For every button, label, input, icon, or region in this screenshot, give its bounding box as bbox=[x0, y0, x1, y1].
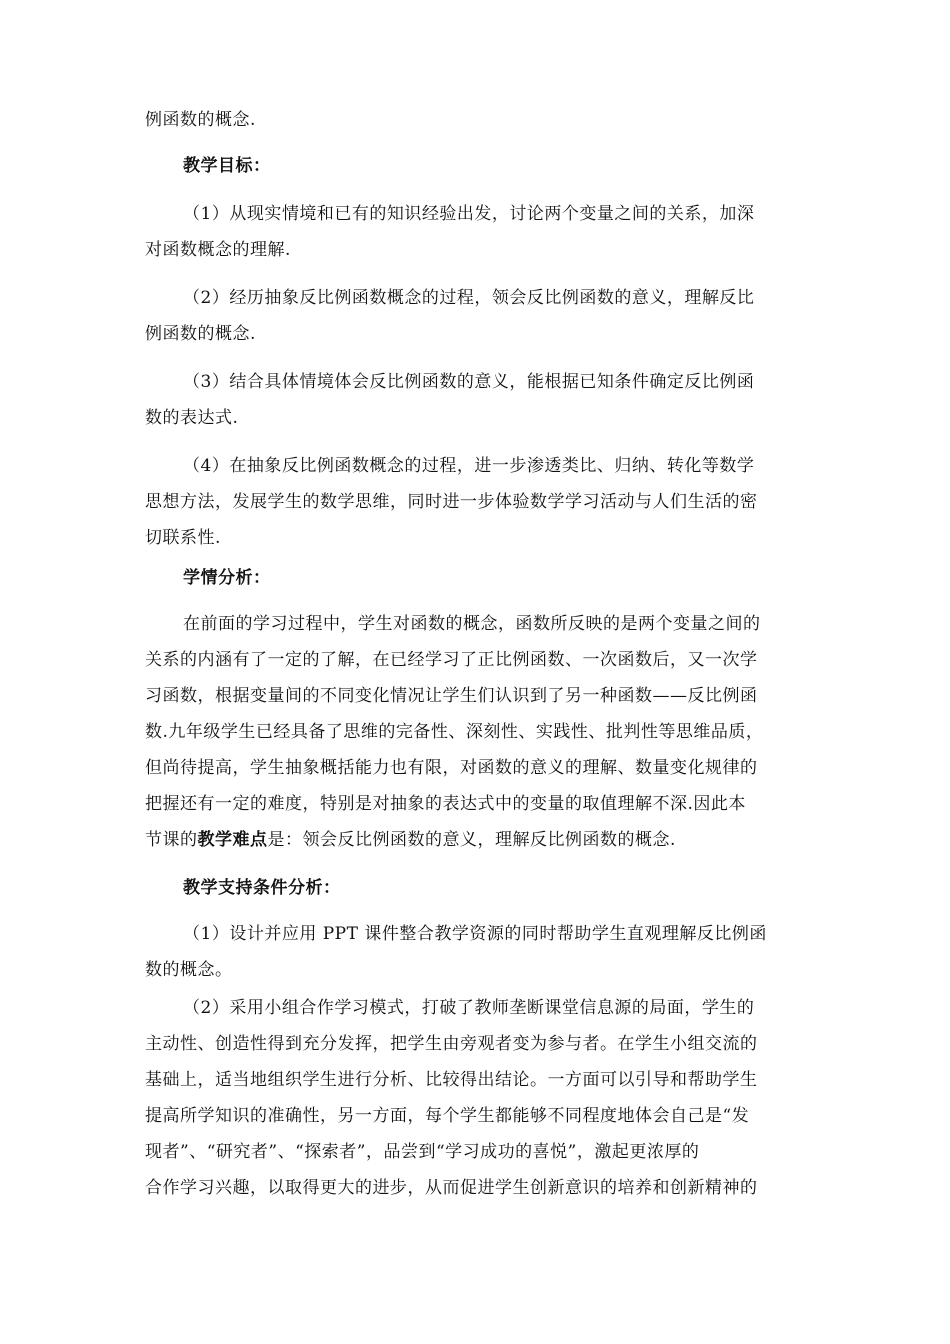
paragraph-line: 基础上，适当地组织学生进行分析、比较得出结论。一方面可以引导和帮助学生 bbox=[145, 1070, 758, 1090]
paragraph-line: （1）从现实情境和已有的知识经验出发，讨论两个变量之间的关系，加深 bbox=[183, 204, 755, 224]
text-run: 是：领会反比例函数的意义，理解反比例函数的概念. bbox=[267, 830, 676, 850]
paragraph-line: 把握还有一定的难度，特别是对抽象的表达式中的变量的取值理解不深.因此本 bbox=[145, 794, 746, 814]
paragraph-line: （3）结合具体情境体会反比例函数的意义，能根据已知条件确定反比例函 bbox=[183, 372, 755, 392]
paragraph-line: 主动性、创造性得到充分发挥，把学生由旁观者变为参与者。在学生小组交流的 bbox=[145, 1034, 758, 1054]
paragraph-line bbox=[145, 828, 810, 852]
paragraph-line: 在前面的学习过程中，学生对函数的概念，函数所反映的是两个变量之间的 bbox=[183, 614, 761, 634]
paragraph-line: 提高所学知识的准确性，另一方面，每个学生都能够不同程度地体会自己是“发 bbox=[145, 1106, 750, 1126]
emphasis-teaching-difficulty: 教学难点 bbox=[197, 830, 268, 850]
paragraph-line: 例函数的概念. bbox=[145, 324, 256, 344]
paragraph-line: 但尚待提高，学生抽象概括能力也有限，对函数的意义的理解、数量变化规律的 bbox=[145, 758, 758, 778]
paragraph-line: 对函数概念的理解. bbox=[145, 240, 291, 260]
paragraph-line: 例函数的概念. bbox=[145, 110, 256, 130]
paragraph-line: 习函数，根据变量间的不同变化情况让学生们认识到了另一种函数——反比例函 bbox=[145, 686, 758, 706]
paragraph-line: 思想方法，发展学生的数学思维，同时进一步体验数学学习活动与人们生活的密 bbox=[145, 492, 758, 512]
paragraph-line: 数的表达式. bbox=[145, 408, 239, 428]
section-heading-support-conditions: 教学支持条件分析： bbox=[183, 878, 341, 898]
paragraph-line: （4）在抽象反比例函数概念的过程，进一步渗透类比、归纳、转化等数学 bbox=[183, 456, 755, 476]
paragraph-line: （2）经历抽象反比例函数概念的过程，领会反比例函数的意义，理解反比 bbox=[183, 288, 755, 308]
paragraph-line: 数.九年级学生已经具备了思维的完备性、深刻性、实践性、批判性等思维品质， bbox=[145, 722, 764, 742]
paragraph-line: 切联系性. bbox=[145, 528, 221, 548]
paragraph-line: 数的概念。 bbox=[145, 960, 233, 980]
paragraph-line: （2）采用小组合作学习模式，打破了教师垄断课堂信息源的局面，学生的 bbox=[183, 998, 755, 1018]
paragraph-line: 现者”、“研究者”、“探索者”，品尝到“学习成功的喜悦”，激起更浓厚的 bbox=[145, 1142, 700, 1162]
section-heading-learner-analysis: 学情分析： bbox=[183, 568, 271, 588]
paragraph-line: 合作学习兴趣，以取得更大的进步，从而促进学生创新意识的培养和创新精神的 bbox=[145, 1178, 758, 1198]
paragraph-line: 关系的内涵有了一定的了解，在已经学习了正比例函数、一次函数后，又一次学 bbox=[145, 650, 758, 670]
paragraph-line: （1）设计并应用 PPT 课件整合教学资源的同时帮助学生直观理解反比例函 bbox=[183, 924, 767, 944]
section-heading-teaching-goals: 教学目标： bbox=[183, 156, 271, 176]
text-run: 节课的 bbox=[145, 830, 198, 850]
